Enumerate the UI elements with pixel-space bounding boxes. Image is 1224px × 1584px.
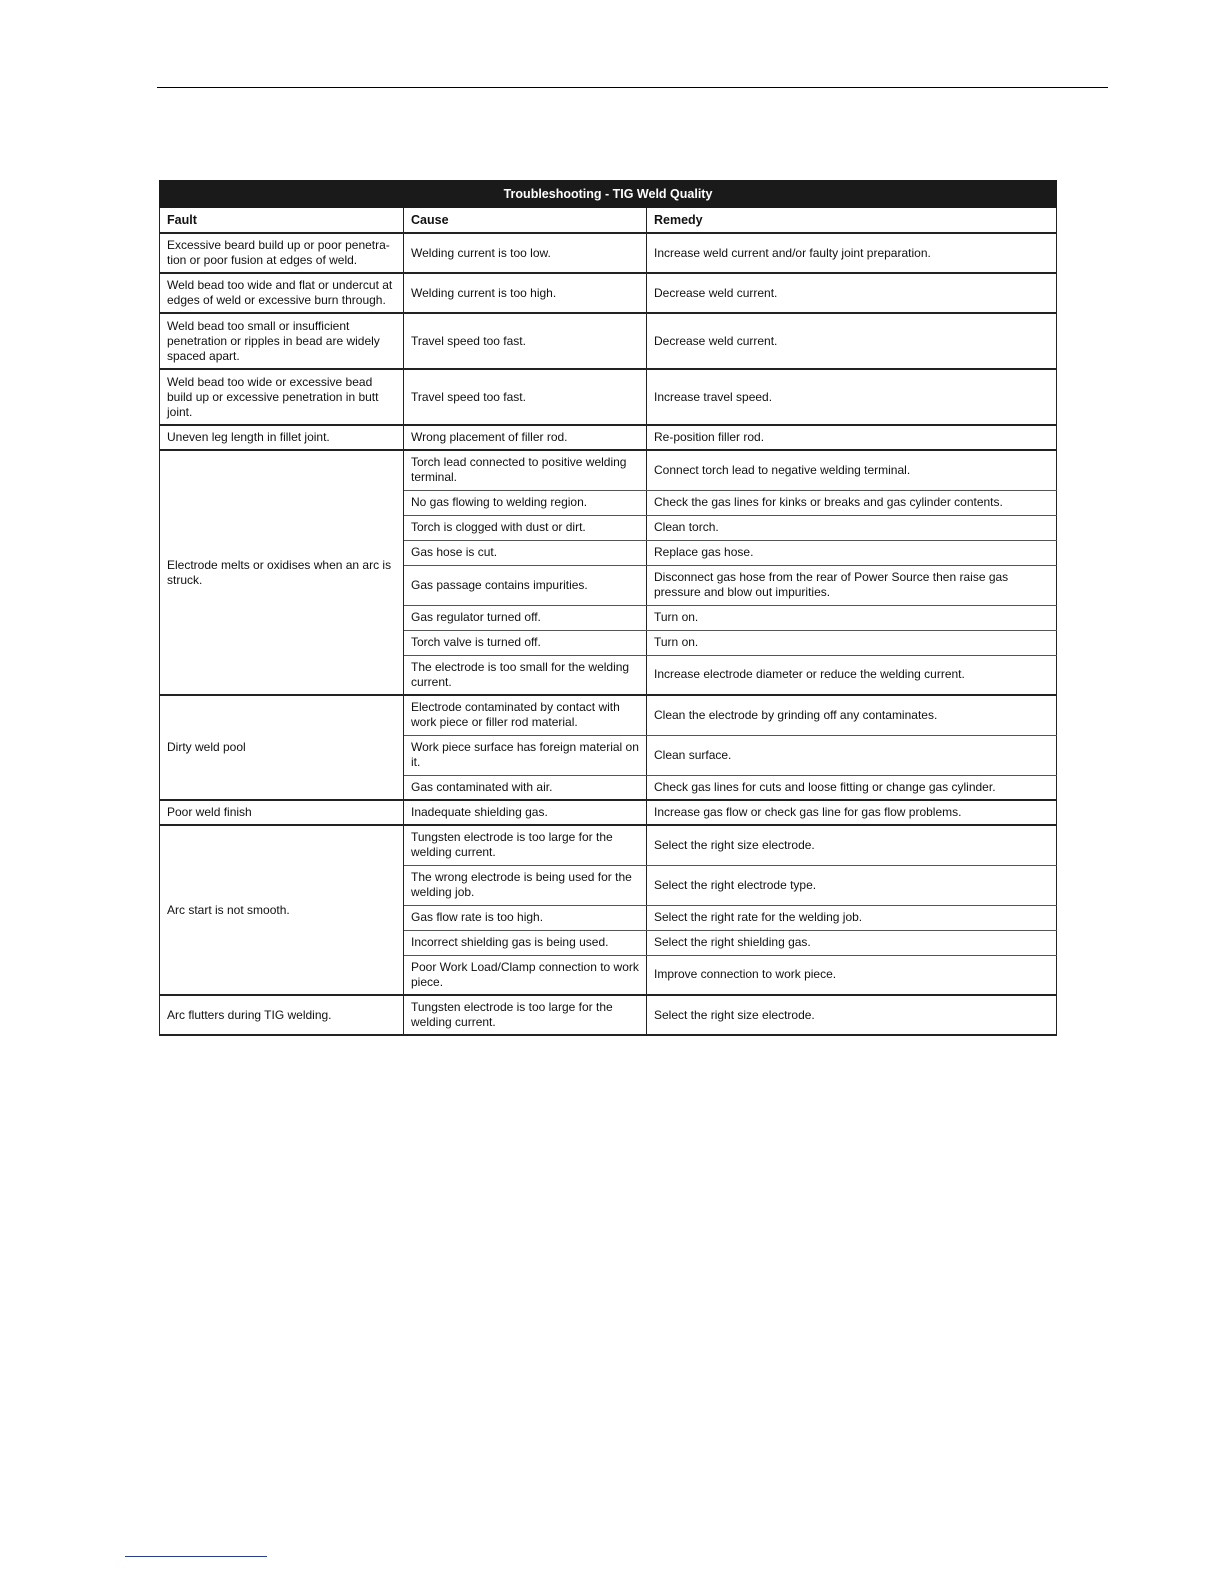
column-header-cause: Cause — [404, 208, 647, 234]
footnote-rule — [125, 1556, 267, 1557]
cause-cell: The electrode is too small for the welding current. — [404, 655, 647, 695]
fault-cell: Weld bead too wide and flat or undercut at edges of weld or excessive burn through. — [160, 273, 404, 313]
fault-cell: Arc start is not smooth. — [160, 825, 404, 995]
cause-cell: The wrong electrode is being used for the welding job. — [404, 865, 647, 905]
header-rule — [157, 87, 1108, 88]
column-header-remedy: Remedy — [647, 208, 1057, 234]
table-row — [160, 450, 1057, 490]
remedy-cell: Disconnect gas hose from the rear of Power Source then raise gas pressure and blow out impurities. — [647, 565, 1057, 605]
remedy-cell: Clean surface. — [647, 735, 1057, 775]
remedy-cell: Select the right shielding gas. — [647, 930, 1057, 955]
table-row — [160, 995, 1057, 1035]
cause-cell: Inadequate shielding gas. — [404, 800, 647, 825]
cause-cell: Torch valve is turned off. — [404, 630, 647, 655]
remedy-cell: Turn on. — [647, 605, 1057, 630]
remedy-cell: Increase travel speed. — [647, 369, 1057, 425]
table-row — [160, 233, 1057, 273]
fault-cell: Weld bead too wide or excessive bead build up or excessive penetration in butt joint. — [160, 369, 404, 425]
cause-cell: Work piece surface has foreign material on it. — [404, 735, 647, 775]
cause-cell: Welding current is too low. — [404, 233, 647, 273]
fault-cell: Uneven leg length in fillet joint. — [160, 425, 404, 450]
remedy-cell: Improve connection to work piece. — [647, 955, 1057, 995]
remedy-cell: Select the right electrode type. — [647, 865, 1057, 905]
cause-cell: Incorrect shielding gas is being used. — [404, 930, 647, 955]
remedy-cell: Increase gas flow or check gas line for gas flow problems. — [647, 800, 1057, 825]
remedy-cell: Increase weld current and/or faulty joint preparation. — [647, 233, 1057, 273]
cause-cell: Gas hose is cut. — [404, 540, 647, 565]
cause-cell: Torch is clogged with dust or dirt. — [404, 515, 647, 540]
table-row — [160, 800, 1057, 825]
cause-cell: Poor Work Load/Clamp connection to work piece. — [404, 955, 647, 995]
fault-cell: Poor weld finish — [160, 800, 404, 825]
remedy-cell: Select the right size electrode. — [647, 995, 1057, 1035]
remedy-cell: Re-position filler rod. — [647, 425, 1057, 450]
table-row — [160, 825, 1057, 865]
remedy-cell: Clean the electrode by grinding off any contaminates. — [647, 695, 1057, 735]
cause-cell: Wrong placement of filler rod. — [404, 425, 647, 450]
remedy-cell: Select the right size electrode. — [647, 825, 1057, 865]
remedy-cell: Check gas lines for cuts and loose fitting or change gas cylinder. — [647, 775, 1057, 800]
cause-cell: Gas regulator turned off. — [404, 605, 647, 630]
cause-cell: Electrode contaminated by contact with work piece or filler rod material. — [404, 695, 647, 735]
remedy-cell: Check the gas lines for kinks or breaks and gas cylinder contents. — [647, 490, 1057, 515]
table-row — [160, 313, 1057, 369]
fault-cell: Dirty weld pool — [160, 695, 404, 800]
table-row — [160, 273, 1057, 313]
cause-cell: Gas flow rate is too high. — [404, 905, 647, 930]
remedy-cell: Connect torch lead to negative welding terminal. — [647, 450, 1057, 490]
remedy-cell: Turn on. — [647, 630, 1057, 655]
cause-cell: Welding current is too high. — [404, 273, 647, 313]
fault-cell: Excessive beard build up or poor penetra-tion or poor fusion at edges of weld. — [160, 233, 404, 273]
remedy-cell: Select the right rate for the welding job. — [647, 905, 1057, 930]
cause-cell: Tungsten electrode is too large for the welding current. — [404, 825, 647, 865]
troubleshooting-table-container — [159, 180, 1056, 1036]
remedy-cell: Replace gas hose. — [647, 540, 1057, 565]
table-title: Troubleshooting - TIG Weld Quality — [160, 181, 1057, 208]
troubleshooting-table — [159, 180, 1057, 1036]
cause-cell: Travel speed too fast. — [404, 313, 647, 369]
cause-cell: Travel speed too fast. — [404, 369, 647, 425]
fault-cell: Arc flutters during TIG welding. — [160, 995, 404, 1035]
cause-cell: Tungsten electrode is too large for the welding current. — [404, 995, 647, 1035]
cause-cell: Torch lead connected to positive welding terminal. — [404, 450, 647, 490]
table-row — [160, 369, 1057, 425]
remedy-cell: Clean torch. — [647, 515, 1057, 540]
cause-cell: Gas contaminated with air. — [404, 775, 647, 800]
fault-cell: Electrode melts or oxidises when an arc is struck. — [160, 450, 404, 695]
cause-cell: Gas passage contains impurities. — [404, 565, 647, 605]
remedy-cell: Decrease weld current. — [647, 313, 1057, 369]
fault-cell: Weld bead too small or insufficient penetration or ripples in bead are widely spaced apart. — [160, 313, 404, 369]
cause-cell: No gas flowing to welding region. — [404, 490, 647, 515]
column-header-fault: Fault — [160, 208, 404, 234]
remedy-cell: Decrease weld current. — [647, 273, 1057, 313]
table-row — [160, 425, 1057, 450]
remedy-cell: Increase electrode diameter or reduce the welding current. — [647, 655, 1057, 695]
table-row — [160, 695, 1057, 735]
